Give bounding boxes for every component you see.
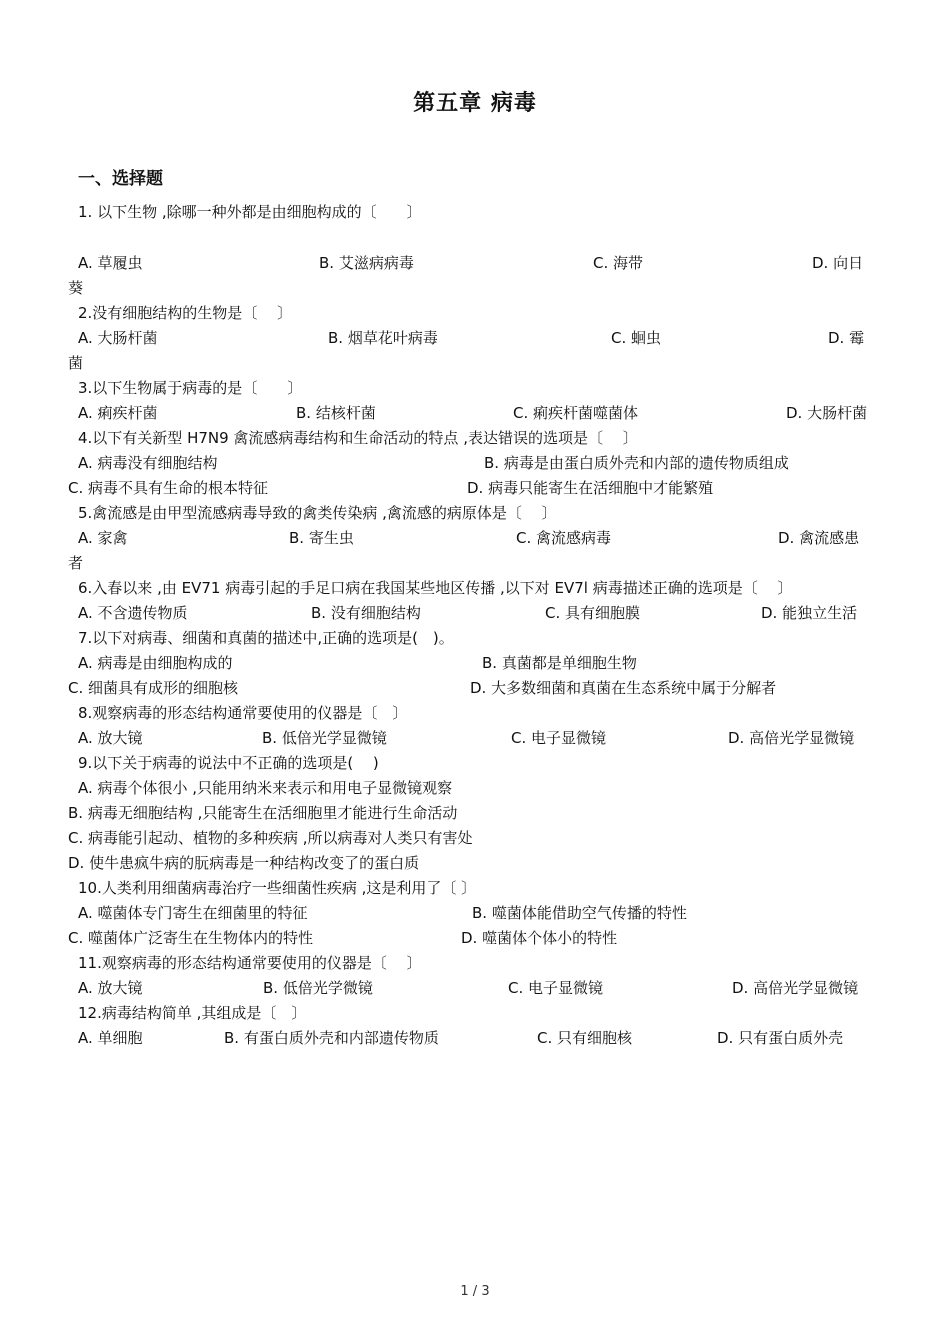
option-c: C. 蛔虫 <box>611 329 662 347</box>
question-stem-text: 9.以下关于病毒的说法中不正确的选项是( ) <box>78 754 379 772</box>
question-stem-text: 1. 以下生物 ,除哪一种外都是由细胞构成的〔 〕 <box>78 203 422 221</box>
option-a: A. 噬菌体专门寄生在细菌里的特征 <box>78 904 308 922</box>
question-1-wrap <box>0 276 950 301</box>
question-9-option-b <box>0 801 950 826</box>
question-3-stem <box>0 376 950 401</box>
option-a: A. 病毒个体很小 ,只能用纳米来表示和用电子显微镜观察 <box>78 779 453 797</box>
question-stem-text: 5.禽流感是由甲型流感病毒导致的禽类传染病 ,禽流感的病原体是〔 〕 <box>78 504 557 522</box>
option-d-wrap: 者 <box>68 554 84 572</box>
option-a: A. 病毒没有细胞结构 <box>78 454 218 472</box>
option-c: C. 病毒不具有生命的根本特征 <box>68 479 269 497</box>
option-c: C. 只有细胞核 <box>537 1029 633 1047</box>
option-b: B. 有蛋白质外壳和内部遗传物质 <box>224 1029 439 1047</box>
option-d: D. 能独立生活 <box>761 604 858 622</box>
option-d: D. 禽流感患 <box>778 529 860 547</box>
option-b: B. 真菌都是单细胞生物 <box>482 654 637 672</box>
option-d: D. 噬菌体个体小的特性 <box>461 929 618 947</box>
option-b: B. 结核杆菌 <box>296 404 376 422</box>
option-b: B. 噬菌体能借助空气传播的特性 <box>472 904 687 922</box>
option-c: C. 具有细胞膜 <box>545 604 641 622</box>
option-c: C. 痢疾杆菌噬菌体 <box>513 404 639 422</box>
option-a: A. 放大镜 <box>78 729 143 747</box>
question-7-options-row2 <box>0 676 950 701</box>
option-d: D. 大肠杆菌 <box>786 404 868 422</box>
question-5-options <box>0 526 950 551</box>
option-d-wrap: 菌 <box>68 354 84 372</box>
question-3-options <box>0 401 950 426</box>
question-2-stem <box>0 301 950 326</box>
option-b: B. 病毒无细胞结构 ,只能寄生在活细胞里才能进行生命活动 <box>68 804 458 822</box>
option-d: D. 只有蛋白质外壳 <box>717 1029 844 1047</box>
option-d: D. 使牛患疯牛病的朊病毒是一种结构改变了的蛋白质 <box>68 854 420 872</box>
question-4-options-row2 <box>0 476 950 501</box>
question-12-stem <box>0 1001 950 1026</box>
question-6-options <box>0 601 950 626</box>
question-11-options <box>0 976 950 1001</box>
option-b: B. 寄生虫 <box>289 529 354 547</box>
option-d: D. 病毒只能寄生在活细胞中才能繁殖 <box>467 479 714 497</box>
option-a: A. 不含遗传物质 <box>78 604 188 622</box>
option-a: A. 家禽 <box>78 529 128 547</box>
option-c: C. 病毒能引起动、植物的多种疾病 ,所以病毒对人类只有害处 <box>68 829 473 847</box>
option-b: B. 没有细胞结构 <box>311 604 421 622</box>
question-12-options <box>0 1026 950 1051</box>
question-9-option-a <box>0 776 950 801</box>
question-6-stem <box>0 576 950 601</box>
option-a: A. 草履虫 <box>78 254 143 272</box>
question-9-stem <box>0 751 950 776</box>
option-c: C. 噬菌体广泛寄生在生物体内的特性 <box>68 929 314 947</box>
question-5-wrap <box>0 551 950 576</box>
question-9-option-c <box>0 826 950 851</box>
option-a: A. 放大镜 <box>78 979 143 997</box>
option-a: A. 大肠杆菌 <box>78 329 158 347</box>
question-4-options-row1 <box>0 451 950 476</box>
question-stem-text: 2.没有细胞结构的生物是〔 〕 <box>78 304 293 322</box>
question-stem-text: 10.人类利用细菌病毒治疗一些细菌性疾病 ,这是利用了〔 〕 <box>78 879 477 897</box>
option-c: C. 海带 <box>593 254 644 272</box>
option-b: B. 病毒是由蛋白质外壳和内部的遗传物质组成 <box>484 454 789 472</box>
option-b: B. 低倍光学显微镜 <box>262 729 387 747</box>
question-10-options-row1 <box>0 901 950 926</box>
question-stem-text: 12.病毒结构简单 ,其组成是〔 〕 <box>78 1004 307 1022</box>
option-d: D. 霉 <box>828 329 865 347</box>
question-stem-text: 6.入春以来 ,由 EV71 病毒引起的手足口病在我国某些地区传播 ,以下对 EV7l 病毒描述正确的选项是〔 〕 <box>78 579 793 597</box>
option-a: A. 病毒是由细胞构成的 <box>78 654 233 672</box>
option-b: B. 低倍光学微镜 <box>263 979 373 997</box>
question-9-option-d <box>0 851 950 876</box>
question-1-stem <box>0 200 950 225</box>
question-7-options-row1 <box>0 651 950 676</box>
option-a: A. 单细胞 <box>78 1029 143 1047</box>
option-b: B. 烟草花叶病毒 <box>328 329 438 347</box>
question-2-wrap <box>0 351 950 376</box>
option-c: C. 电子显微镜 <box>511 729 607 747</box>
question-10-options-row2 <box>0 926 950 951</box>
option-b: B. 艾滋病病毒 <box>319 254 414 272</box>
question-8-stem <box>0 701 950 726</box>
question-8-options <box>0 726 950 751</box>
page-title: 第五章 病毒 <box>413 91 537 116</box>
option-c: C. 禽流感病毒 <box>516 529 612 547</box>
question-10-stem <box>0 876 950 901</box>
question-11-stem <box>0 951 950 976</box>
option-d: D. 高倍光学显微镜 <box>732 979 859 997</box>
question-5-stem <box>0 501 950 526</box>
question-stem-text: 3.以下生物属于病毒的是〔 〕 <box>78 379 303 397</box>
option-a: A. 痢疾杆菌 <box>78 404 158 422</box>
option-d-wrap: 葵 <box>68 279 84 297</box>
page-number: 1 / 3 <box>460 1284 490 1299</box>
option-c: C. 电子显微镜 <box>508 979 604 997</box>
question-stem-text: 7.以下对病毒、细菌和真菌的描述中,正确的选项是( )。 <box>78 629 454 647</box>
question-2-options <box>0 326 950 351</box>
option-c: C. 细菌具有成形的细胞核 <box>68 679 239 697</box>
question-7-stem <box>0 626 950 651</box>
question-stem-text: 11.观察病毒的形态结构通常要使用的仪器是〔 〕 <box>78 954 422 972</box>
option-d: D. 高倍光学显微镜 <box>728 729 855 747</box>
question-stem-text: 4.以下有关新型 H7N9 禽流感病毒结构和生命活动的特点 ,表达错误的选项是〔 〕 <box>78 429 638 447</box>
option-d: D. 大多数细菌和真菌在生态系统中属于分解者 <box>470 679 777 697</box>
option-d: D. 向日 <box>812 254 864 272</box>
question-stem-text: 8.观察病毒的形态结构通常要使用的仪器是〔 〕 <box>78 704 408 722</box>
section-heading: 一、选择题 <box>78 169 163 189</box>
question-1-options <box>0 251 950 276</box>
question-4-stem <box>0 426 950 451</box>
